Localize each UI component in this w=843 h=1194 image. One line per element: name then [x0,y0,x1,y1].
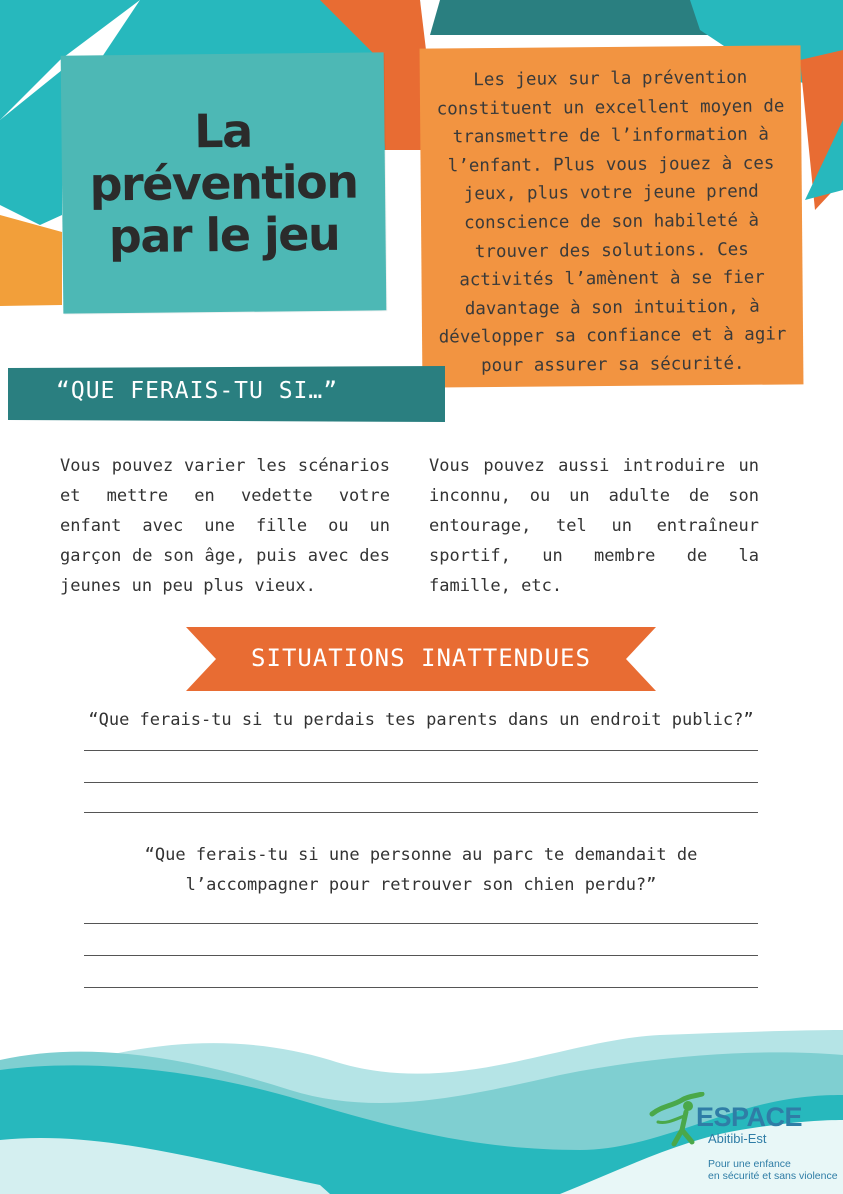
right-column-text: Vous pouvez aussi introduire un inconnu, ou un adulte de son entourage, tel un entraîneur sportif, un membre de la famille, etc. [429,456,759,596]
answer-line[interactable] [84,750,758,751]
answer-line[interactable] [84,987,758,988]
intro-box [420,45,804,387]
logo-name: ESPACE [696,1102,803,1132]
answer-line[interactable] [84,923,758,924]
logo-tagline-line-2: en sécurité et sans violence [708,1170,838,1182]
question-1: “Que ferais-tu si tu perdais tes parents dans un endroit public?” [88,710,754,730]
logo-tagline [708,1158,838,1182]
question-2 [60,840,782,900]
top-dark-teal-shape [430,0,735,35]
title-line-2: prévention [89,154,358,212]
left-column-text: Vous pouvez varier les scénarios et mettre en vedette votre enfant avec une fille ou un garçon de son âge, puis avec des jeunes un peu plus vieux. [60,456,390,596]
banner-text: SITUATIONS INATTENDUES [251,644,591,672]
logo-region: Abitibi-Est [708,1131,767,1146]
espace-logo [648,1090,838,1190]
title-line-1: La [193,103,252,159]
question-2-line-1: “Que ferais-tu si une personne au parc te demandait de [144,845,698,865]
question-2-line-2: l’accompagner pour retrouver son chien perdu?” [185,875,657,895]
page-title [89,104,358,263]
answer-line[interactable] [84,955,758,956]
intro-text: Les jeux sur la prévention constituent un excellent moyen de transmettre de l’information à l’enfant. Plus vous jouez à ces jeux, plus votre jeune prend conscience de son habileté à trouver des solutions. Ces activités l’amènent à se fier davantage à son intuition, à développer sa confiance et à agir pour assurer sa sécurité. [436,67,787,377]
section-banner-situations [186,627,656,691]
logo-tagline-line-1: Pour une enfance [708,1158,791,1170]
title-box [61,52,387,313]
answer-line[interactable] [84,782,758,783]
title-line-3: par le jeu [108,206,340,264]
answer-line[interactable] [84,812,758,813]
banner-text: “QUE FERAIS-TU SI…” [56,378,339,404]
section-banner-que-ferais-tu [8,366,445,422]
left-orange-shape [0,215,62,306]
